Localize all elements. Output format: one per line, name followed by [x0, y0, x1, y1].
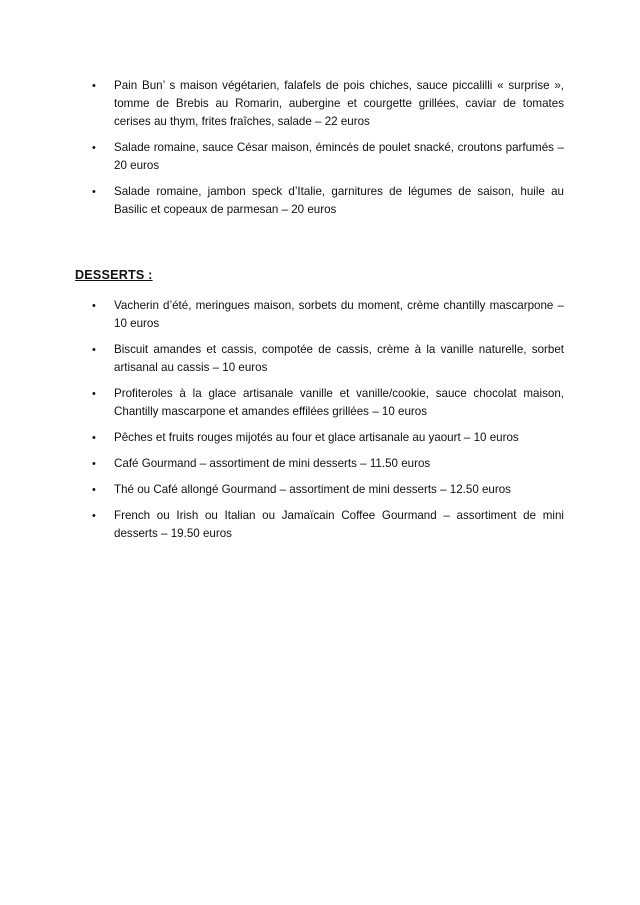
- list-item: [0, 183, 640, 219]
- list-item: [0, 429, 640, 447]
- item-text: Vacherin d’été, meringues maison, sorbets du moment, crème chantilly mascarpone – 10 euros: [114, 299, 564, 330]
- bullet-icon: •: [92, 458, 96, 470]
- item-text: Thé ou Café allongé Gourmand – assortiment de mini desserts – 12.50 euros: [114, 483, 511, 496]
- item-text: Biscuit amandes et cassis, compotée de cassis, crème à la vanille naturelle, sorbet artisanal au cassis – 10 euros: [114, 343, 564, 374]
- list-item: [0, 507, 640, 543]
- list-item: [0, 139, 640, 175]
- item-text: Café Gourmand – assortiment de mini desserts – 11.50 euros: [114, 457, 431, 470]
- bullet-icon: •: [92, 300, 96, 312]
- item-text: Pêches et fruits rouges mijotés au four et glace artisanale au yaourt – 10 euros: [114, 431, 519, 444]
- list-item: [0, 455, 640, 473]
- item-text: Profiteroles à la glace artisanale vanille et vanille/cookie, sauce chocolat maison, Chantilly mascarpone et amandes effilées grillées – 10 euros: [114, 387, 564, 418]
- list-item: [0, 77, 640, 131]
- bullet-icon: •: [92, 344, 96, 356]
- bullet-icon: •: [92, 186, 96, 198]
- bullet-icon: •: [92, 432, 96, 444]
- list-item: [0, 385, 640, 421]
- bullet-icon: •: [92, 80, 96, 92]
- bullet-icon: •: [92, 510, 96, 522]
- item-text: Pain Bun’ s maison végétarien, falafels de pois chiches, sauce piccalilli « surprise », tomme de Brebis au Romarin, aubergine et courgette grillées, caviar de tomates cerises au thym, frites fraîches, salade – 22 euros: [114, 79, 564, 128]
- bullet-icon: •: [92, 142, 96, 154]
- list-item: [0, 481, 640, 499]
- bullet-icon: •: [92, 388, 96, 400]
- desserts-list: [0, 297, 640, 543]
- item-text: French ou Irish ou Italian ou Jamaïcain Coffee Gourmand – assortiment de mini desserts – 19.50 euros: [114, 509, 564, 540]
- bullet-icon: •: [92, 484, 96, 496]
- main-dishes-list: [0, 77, 640, 219]
- list-item: [0, 297, 640, 333]
- desserts-heading: DESSERTS :: [75, 268, 153, 282]
- list-item: [0, 341, 640, 377]
- item-text: Salade romaine, sauce César maison, émincés de poulet snacké, croutons parfumés – 20 euros: [114, 141, 564, 172]
- item-text: Salade romaine, jambon speck d’Italie, garnitures de légumes de saison, huile au Basilic et copeaux de parmesan – 20 euros: [114, 185, 564, 216]
